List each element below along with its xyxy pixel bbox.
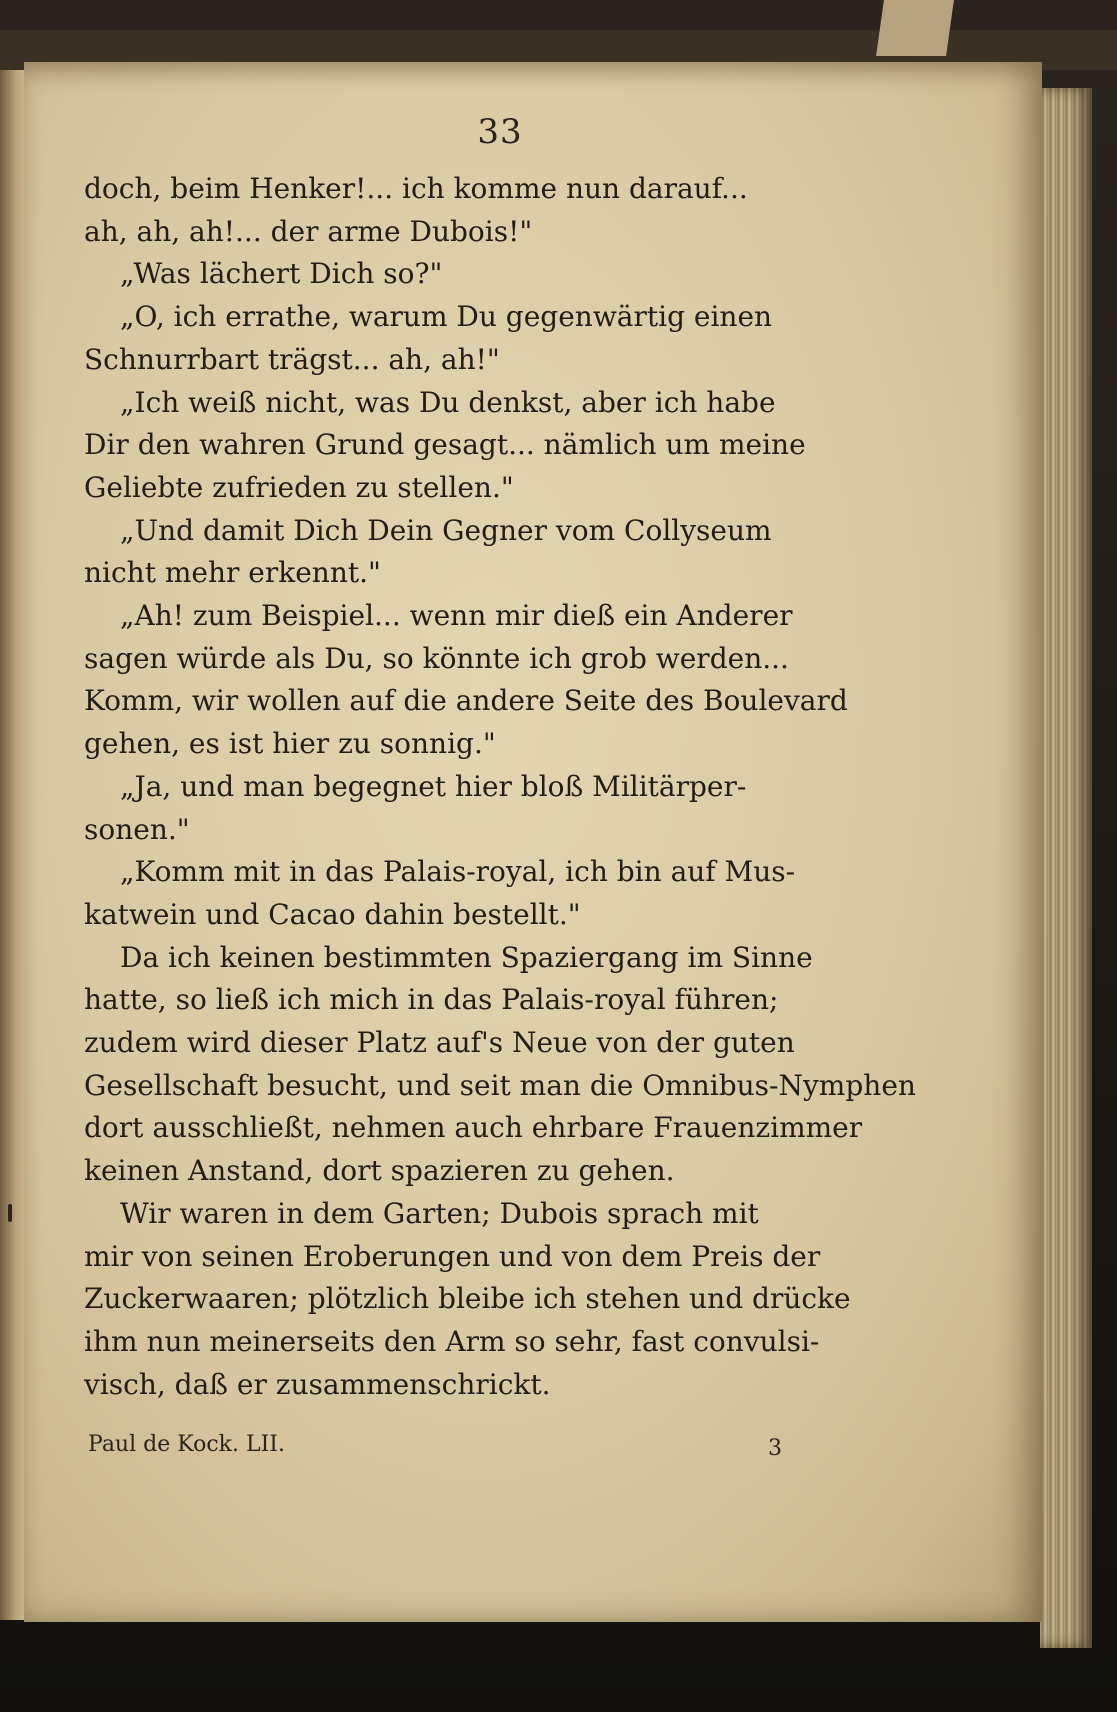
text-line: „Komm mit in das Palais-royal, ich bin auf Mus-: [120, 855, 796, 889]
paper-scrap: [876, 0, 954, 56]
text-line: Geliebte zufrieden zu stellen.": [84, 470, 514, 504]
text-line: Zuckerwaaren; plötzlich bleibe ich stehen und drücke: [84, 1282, 851, 1316]
footer-signature: Paul de Kock. LII.: [88, 1432, 285, 1457]
text-line: ah, ah, ah!... der arme Dubois!": [84, 214, 533, 248]
text-line: Wir waren in dem Garten; Dubois sprach mit: [120, 1196, 759, 1230]
text-line: Komm, wir wollen auf die andere Seite des Boulevard: [84, 684, 848, 718]
page-stack-edge: [1040, 88, 1092, 1648]
text-line: „Ja, und man begegnet hier bloß Militärper-: [120, 769, 747, 803]
body-text: [84, 168, 916, 1406]
text-line: zudem wird dieser Platz auf's Neue von der guten: [84, 1026, 795, 1060]
text-line: mir von seinen Eroberungen und von dem Preis der: [84, 1239, 821, 1273]
text-line: Gesellschaft besucht, und seit man die Omnibus-Nymphen: [84, 1068, 916, 1102]
text-line: ihm nun meinerseits den Arm so sehr, fast convulsi-: [84, 1324, 820, 1358]
page-number: 33: [477, 112, 523, 152]
text-line: „Ah! zum Beispiel... wenn mir dieß ein Anderer: [120, 599, 793, 633]
binding-gutter: [0, 70, 26, 1620]
text-line: gehen, es ist hier zu sonnig.": [84, 727, 496, 761]
text-line: „Ich weiß nicht, was Du denkst, aber ich habe: [120, 385, 776, 419]
text-line: doch, beim Henker!... ich komme nun darauf...: [84, 172, 748, 205]
text-line: Dir den wahren Grund gesagt... nämlich um meine: [84, 428, 806, 462]
text-line: „Was lächert Dich so?": [120, 257, 443, 291]
text-line: dort ausschließt, nehmen auch ehrbare Frauenzimmer: [84, 1111, 863, 1145]
text-line: visch, daß er zusammenschrickt.: [84, 1367, 551, 1401]
margin-mark: [8, 1204, 12, 1222]
text-line: Da ich keinen bestimmten Spaziergang im Sinne: [120, 940, 813, 974]
text-line: keinen Anstand, dort spazieren zu gehen.: [84, 1154, 675, 1188]
text-line: katwein und Cacao dahin bestellt.": [84, 897, 581, 931]
text-line: „O, ich errathe, warum Du gegenwärtig einen: [120, 300, 773, 334]
text-line: hatte, so ließ ich mich in das Palais-royal führen;: [84, 983, 779, 1017]
text-line: sonen.": [84, 812, 190, 846]
text-line: „Und damit Dich Dein Gegner vom Collyseum: [120, 513, 772, 547]
footer-sheet-number: 3: [768, 1436, 782, 1461]
text-line: nicht mehr erkennt.": [84, 556, 381, 590]
text-line: sagen würde als Du, so könnte ich grob werden...: [84, 641, 789, 675]
text-line: Schnurrbart trägst... ah, ah!": [84, 342, 500, 376]
